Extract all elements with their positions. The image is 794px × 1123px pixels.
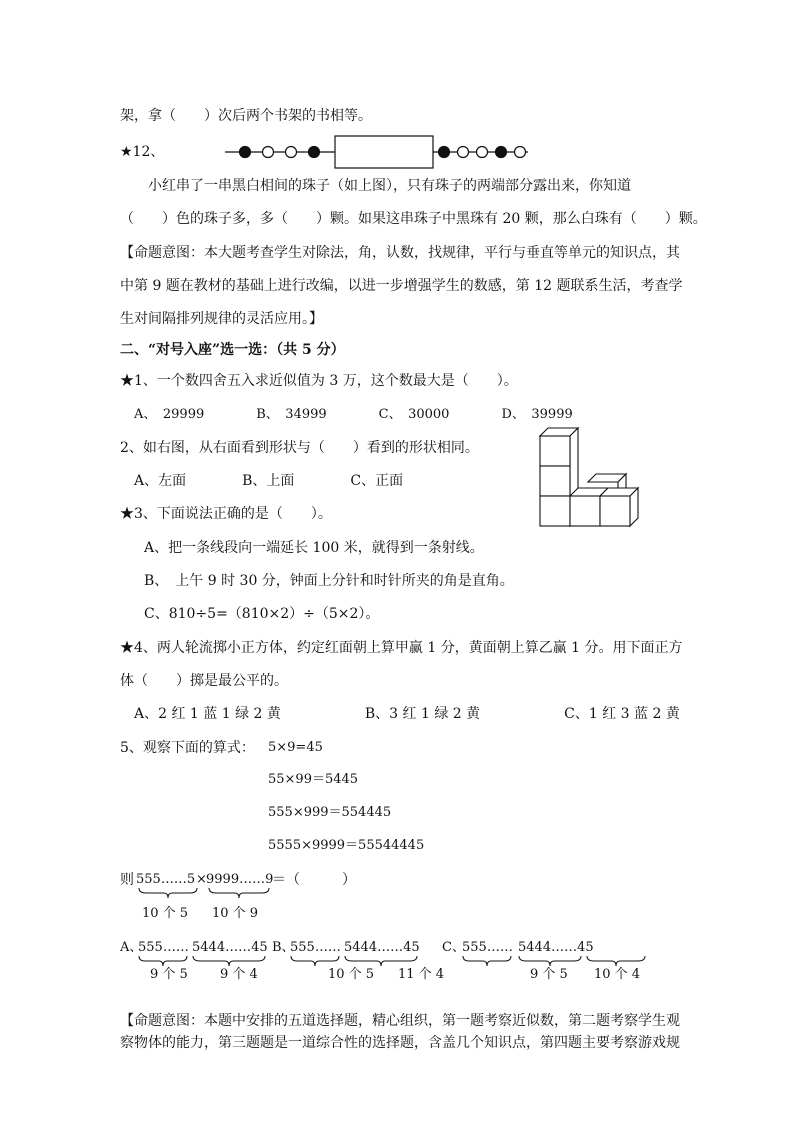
option-b-under-1: 10 个 5 [328,967,375,982]
white-bead [263,147,274,158]
text-line: 小红串了一串黑白相间的珠子（如上图），只有珠子的两端部分露出来，你知道 [120,178,631,194]
brace-under-b [208,887,270,899]
option-a-under-1: 9 个 5 [150,967,188,982]
text-line: 中第 9 题在教材的基础上进行改编，以进一步增强学生的数感，第 12 题联系生活，考查学 [120,278,683,294]
text-line: 架，拿（ ）次后两个书架的书相等。 [120,108,372,124]
text-line: 生对间隔排列规律的灵活应用。】 [120,311,323,327]
equation-1: 5×9=45 [268,740,323,755]
text-line: （ ）色的珠子多，多（ ）颗。如果这串珠子中黑珠有 20 颗，那么白珠有（ ）颗。 [120,211,707,227]
question-5: 5、观察下面的算式： [120,740,255,756]
black-bead [240,147,251,158]
option-b-under-2: 11 个 4 [398,967,445,982]
white-bead [477,147,488,158]
under-a-label: 10 个 5 [142,906,189,921]
then-factor-b: 9999……9 [206,872,274,887]
section-heading: 二、“对号入座”选一选：（共 5 分） [120,342,345,358]
question-3-option-c: C、810÷5=（810×2）÷（5×2）。 [144,606,380,622]
black-bead [496,147,507,158]
then-answer-blank: ＝（ ） [272,872,356,888]
option-c-part1: 555…… [462,940,513,955]
option-c-under-2: 10 个 4 [594,967,641,982]
question-3-option-b: B、 上午 9 时 30 分，钟面上分针和时针所夹的角是直角。 [144,573,514,589]
question-1-options: A、 29999 B、 34999 C、 30000 D、 39999 [134,407,573,422]
option-b-part1: 555…… [290,940,341,955]
question-3: ★3、下面说法正确的是（ ）。 [120,506,332,522]
white-bead [286,147,297,158]
text-line: 【命题意图：本题中安排的五道选择题，精心组织，第一题考察近似数，第二题考察学生观 [120,1013,680,1029]
equation-3: 555×999＝554445 [268,805,392,820]
cube-stack-figure [536,426,646,532]
option-b-label: B、 [272,940,295,955]
bead-string-figure [225,134,535,174]
text-line: 察物体的能力，第三题题是一道综合性的选择题，含盖几个知识点，第四题主要考察游戏规 [120,1035,680,1051]
question-2: 2、如右图，从右面看到形状与（ ）看到的形状相同。 [120,440,479,456]
question-4-cont: 体（ ）掷是最公平的。 [120,673,288,689]
black-bead [439,147,450,158]
option-c-under-1: 9 个 5 [530,967,568,982]
brace-under-a [138,887,198,899]
text-line: 【命题意图：本大题考查学生对除法，角，认数，找规律，平行与垂直等单元的知识点，其 [120,245,680,261]
under-b-label: 10 个 9 [212,906,259,921]
option-c-label: C、 [442,940,465,955]
option-a-label: A、 [120,940,143,955]
question-2-options: A、左面 B、上面 C、正面 [134,473,404,489]
question-4-options: A、2 红 1 蓝 1 绿 2 黄 B、3 红 1 绿 2 黄 C、1 红 3 蓝 2 黄 [134,706,680,722]
equation-2: 55×99＝5445 [268,772,359,787]
white-bead [515,147,526,158]
then-factor-a: 555……5 [136,872,196,887]
covered-box [335,136,433,168]
option-a-part1: 555…… [138,940,189,955]
brace-option-c-1 [462,955,512,967]
option-c-part2: 5444……45 [518,940,594,955]
option-a-part2: 5444……45 [192,940,268,955]
option-b-part2: 5444……45 [344,940,420,955]
question-1: ★1、一个数四舍五入求近似值为 3 万，这个数最大是（ ）。 [120,373,518,389]
question-12-label: ★12、 [120,144,165,160]
then-times: × [196,872,207,887]
then-prefix: 则 [120,872,134,888]
black-bead [309,147,320,158]
question-3-option-a: A、把一条线段向一端延长 100 米，就得到一条射线。 [144,540,484,556]
white-bead [458,147,469,158]
equation-4: 5555×9999＝55544445 [268,838,425,853]
option-a-under-2: 9 个 4 [220,967,258,982]
question-4: ★4、两人轮流掷小正方体，约定红面朝上算甲赢 1 分，黄面朝上算乙赢 1 分。用下面正方 [120,640,683,656]
